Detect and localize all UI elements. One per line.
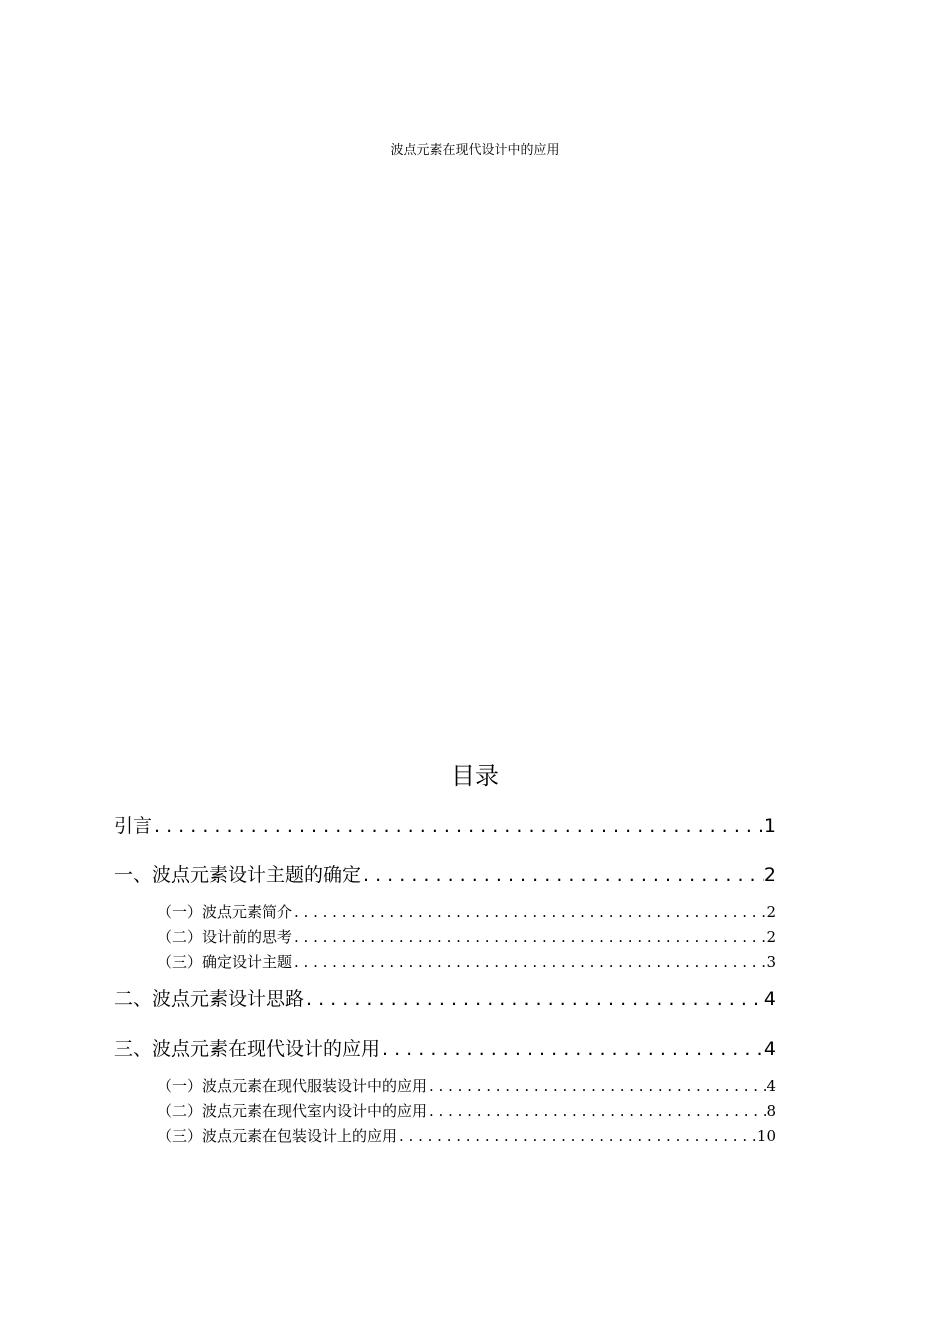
toc-entry-label: 引言 — [114, 815, 153, 837]
toc-entry-label: （一）波点元素在现代服装设计中的应用 — [157, 1077, 428, 1095]
toc-leader-dots — [292, 902, 766, 922]
toc-entry-page: 2 — [766, 903, 776, 921]
toc-entry-label: （一）波点元素简介 — [157, 903, 293, 921]
toc-entry-page: 4 — [763, 1038, 776, 1060]
toc-leader-dots — [427, 1076, 766, 1096]
document-title: 波点元素在现代设计中的应用 — [390, 143, 560, 158]
toc-leader-dots — [427, 1101, 766, 1121]
toc-entry-label: （三）确定设计主题 — [157, 953, 293, 971]
toc-entry-label: （二）波点元素在现代室内设计中的应用 — [157, 1102, 428, 1120]
toc-leader-dots — [152, 813, 764, 839]
toc-entry-section-1-3[interactable] — [157, 952, 776, 972]
toc-heading: 目录 — [451, 762, 499, 790]
toc-entry-label: 二、波点元素设计思路 — [114, 988, 305, 1010]
toc-entry-section-1[interactable] — [114, 862, 776, 888]
toc-leader-dots — [397, 1126, 757, 1146]
toc-leader-dots — [380, 1036, 764, 1062]
toc-entry-introduction[interactable] — [114, 813, 776, 839]
toc-entry-page: 10 — [756, 1127, 776, 1145]
toc-entry-page: 4 — [763, 988, 776, 1010]
toc-entry-page: 1 — [763, 815, 776, 837]
toc-entry-section-3-3[interactable] — [157, 1126, 776, 1146]
toc-entry-section-1-1[interactable] — [157, 902, 776, 922]
toc-entry-section-2[interactable] — [114, 986, 776, 1012]
toc-entry-section-1-2[interactable] — [157, 927, 776, 947]
toc-leader-dots — [292, 952, 766, 972]
toc-entry-label: 三、波点元素在现代设计的应用 — [114, 1038, 381, 1060]
toc-entry-section-3-1[interactable] — [157, 1076, 776, 1096]
toc-entry-section-3[interactable] — [114, 1036, 776, 1062]
toc-entry-page: 8 — [766, 1102, 776, 1120]
toc-entry-label: （二）设计前的思考 — [157, 928, 293, 946]
toc-leader-dots — [292, 927, 766, 947]
toc-entry-section-3-2[interactable] — [157, 1101, 776, 1121]
toc-leader-dots — [361, 862, 764, 888]
toc-entry-label: （三）波点元素在包装设计上的应用 — [157, 1127, 398, 1145]
toc-entry-page: 3 — [766, 953, 776, 971]
toc-entry-page: 2 — [766, 928, 776, 946]
toc-entry-page: 4 — [766, 1077, 776, 1095]
toc-entry-label: 一、波点元素设计主题的确定 — [114, 864, 362, 886]
toc-leader-dots — [304, 986, 764, 1012]
toc-entry-page: 2 — [763, 864, 776, 886]
